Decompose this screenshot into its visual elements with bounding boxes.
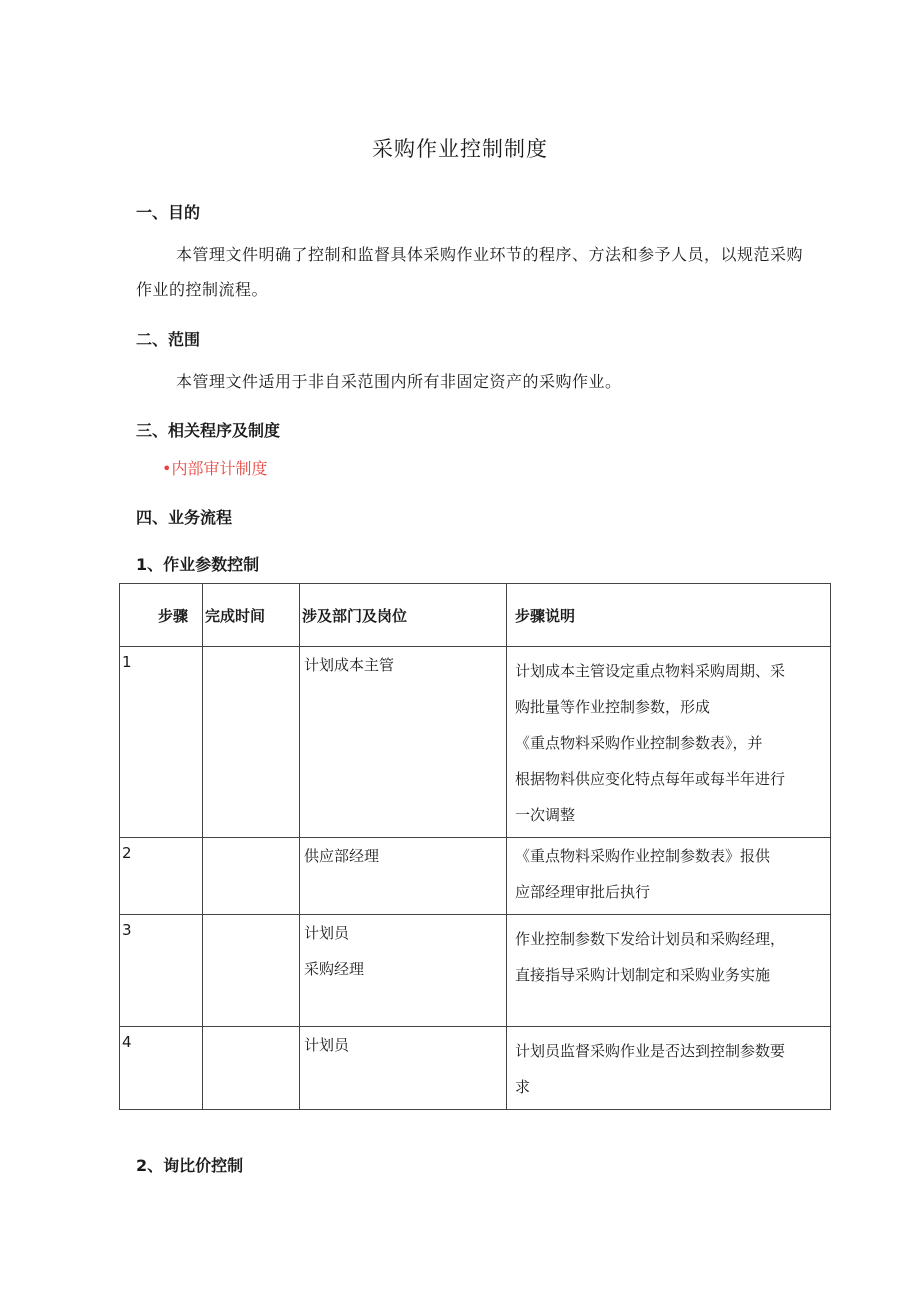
section-heading-scope: 二、范围 (136, 330, 201, 349)
roles-cell (300, 838, 507, 915)
header-description: 步骤说明 (507, 584, 831, 647)
purpose-paragraph-line2: 作业的控制流程。 (136, 280, 269, 299)
section-heading-process: 四、业务流程 (136, 508, 233, 527)
description-line: 直接指导采购计划制定和采购业务实施 (515, 966, 771, 984)
role-text: 计划员 (304, 1036, 350, 1054)
header-step: 步骤 (120, 584, 203, 647)
subsection-heading-parameter-control: 1、作业参数控制 (136, 555, 260, 574)
description-cell (507, 647, 831, 838)
page-title: 采购作业控制制度 (372, 137, 548, 161)
step-cell (120, 915, 203, 1027)
description-line: 计划员监督采购作业是否达到控制参数要 (515, 1042, 786, 1060)
time-cell (203, 647, 300, 838)
section-heading-purpose: 一、目的 (136, 203, 201, 222)
section-heading-related: 三、相关程序及制度 (136, 421, 281, 440)
table-row (120, 1027, 831, 1110)
step-number: 3 (122, 921, 132, 939)
description-line: 根据物料供应变化特点每年或每半年进行 (515, 770, 786, 788)
description-line: 《重点物料采购作业控制参数表》报供 (515, 847, 771, 865)
step-cell (120, 1027, 203, 1110)
description-cell (507, 1027, 831, 1110)
table-header-row (120, 584, 831, 647)
description-line: 计划成本主管设定重点物料采购周期、采 (515, 662, 786, 680)
table-row (120, 647, 831, 838)
description-line: 作业控制参数下发给计划员和采购经理， (515, 930, 786, 948)
roles-cell (300, 647, 507, 838)
description-line: 求 (515, 1078, 531, 1096)
purpose-paragraph-line1: 本管理文件明确了控制和监督具体采购作业环节的程序、方法和参予人员，以规范采购 (176, 245, 804, 264)
table-row (120, 838, 831, 915)
header-time: 完成时间 (203, 584, 300, 647)
time-cell (203, 915, 300, 1027)
process-table (119, 583, 831, 1110)
role-text: 计划成本主管 (304, 656, 395, 674)
subsection-heading-price-comparison: 2、询比价控制 (136, 1156, 244, 1175)
time-cell (203, 1027, 300, 1110)
role-text: 供应部经理 (304, 847, 380, 865)
description-line: 应部经理审批后执行 (515, 883, 651, 901)
description-line: 一次调整 (515, 806, 576, 824)
step-number: 1 (122, 653, 132, 671)
time-cell (203, 838, 300, 915)
scope-paragraph: 本管理文件适用于非自采范围内所有非固定资产的采购作业。 (176, 372, 622, 391)
roles-cell (300, 1027, 507, 1110)
internal-audit-link[interactable]: •内部审计制度 (162, 459, 268, 478)
description-line: 购批量等作业控制参数，形成 (515, 698, 711, 716)
role-text: 计划员 (304, 924, 350, 942)
step-number: 2 (122, 844, 132, 862)
step-cell (120, 838, 203, 915)
roles-cell (300, 915, 507, 1027)
step-cell (120, 647, 203, 838)
header-roles: 涉及部门及岗位 (300, 584, 507, 647)
description-cell (507, 838, 831, 915)
role-text: 采购经理 (304, 960, 365, 978)
step-number: 4 (122, 1033, 132, 1051)
description-cell (507, 915, 831, 1027)
description-line: 《重点物料采购作业控制参数表》，并 (515, 734, 763, 752)
table-row (120, 915, 831, 1027)
